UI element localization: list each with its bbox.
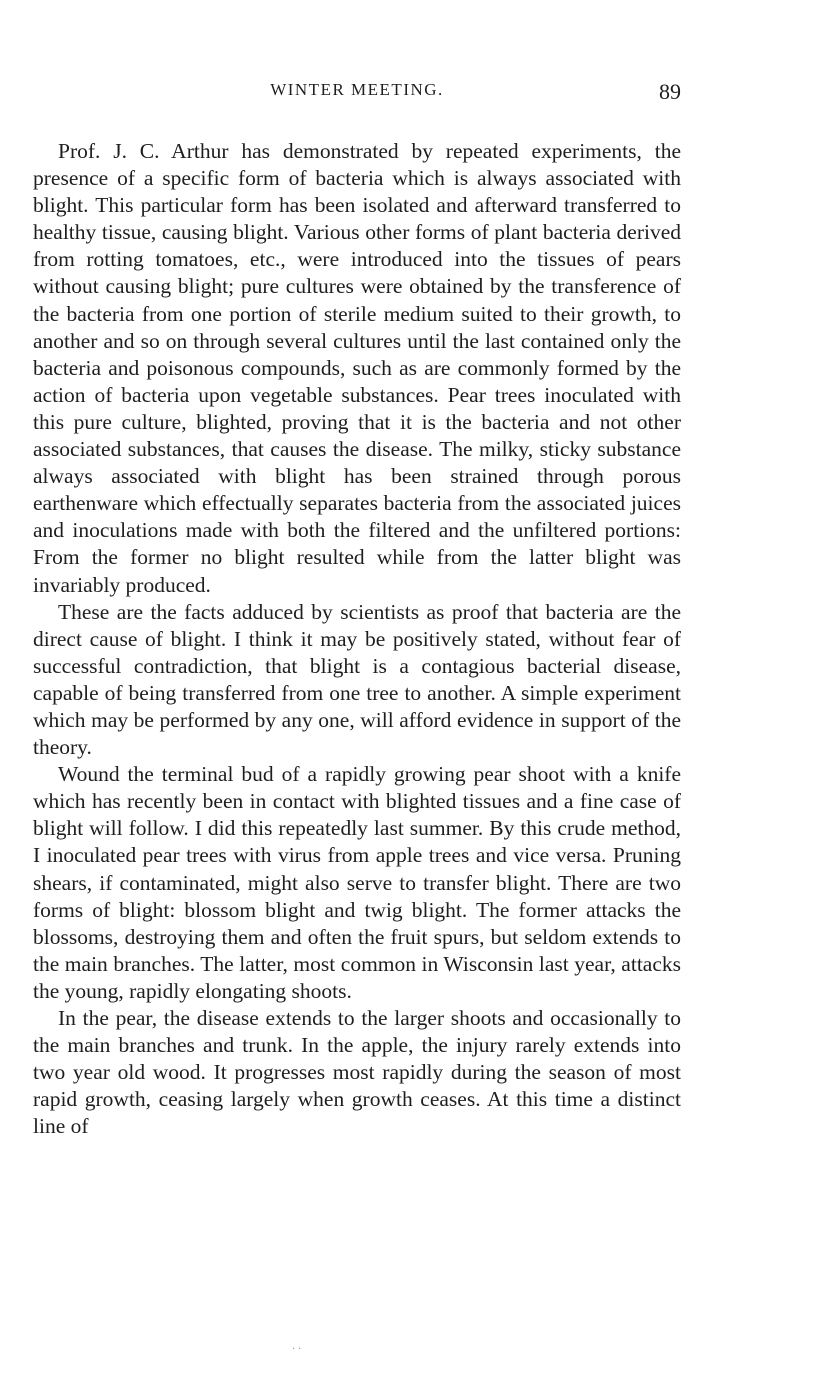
- paragraph-inoculation-method: Wound the terminal bud of a rapidly growing pear shoot with a knife which has recently been in contact with blighted tissues and a fine case of blight will follow. I did this repeatedly last summer. By this crude method, I inoculated pear trees with virus from apple trees and vice versa. Pruning shears, if contaminated, might also serve to transfer blight. There are two forms of blight: blossom blight and twig blight. The former attacks the blossoms, destroying them and often the fruit spurs, but seldom extends to the main branches. The latter, most common in Wisconsin last year, attacks the young, rapidly elongating shoots.: [33, 762, 681, 1003]
- paragraph-pear-apple-disease: In the pear, the disease extends to the larger shoots and occasionally to the main branches and trunk. In the apple, the injury rarely extends into two year old wood. It progresses most rapidly during the season of most rapid growth, ceasing largely when growth ceases. At this time a distinct line of: [33, 1006, 681, 1139]
- body-text: [33, 138, 681, 1140]
- paragraph-scientific-proof: These are the facts adduced by scientists as proof that bacteria are the direct cause of blight. I think it may be positively stated, without fear of successful contradiction, that blight is a contagious bacterial disease, capable of being transferred from one tree to another. A simple experiment which may be performed by any one, will afford evidence in support of the theory.: [33, 599, 681, 760]
- print-speck: · ·: [292, 1344, 302, 1355]
- page-number: 89: [659, 79, 681, 104]
- paragraph-arthur-experiments: Prof. J. C. Arthur has demonstrated by repeated experiments, the presence of a specific form of bacteria which is always associated with blight. This particular form has been isolated and afterward transferred to healthy tissue, causing blight. Various other forms of plant bacteria derived from rotting tomatoes, etc., were introduced into the tissues of pears without causing blight; pure cultures were obtained by the transference of the bacteria from one portion of sterile medium suited to their growth, to another and so on through several cultures until the last contained only the bacteria and poisonous compounds, such as are commonly formed by the action of bacteria upon vegetable substances. Pear trees inoculated with this pure culture, blighted, proving that it is the bacteria and not other associated substances, that causes the disease. The milky, sticky substance always associated with blight has been strained through porous earthenware which effectually separates bacteria from the associated juices and inoculations made with both the filtered and the unfiltered portions: From the former no blight resulted while from the latter blight was invariably produced.: [33, 139, 681, 597]
- page-header: [33, 80, 681, 110]
- running-head: WINTER MEETING.: [270, 80, 444, 99]
